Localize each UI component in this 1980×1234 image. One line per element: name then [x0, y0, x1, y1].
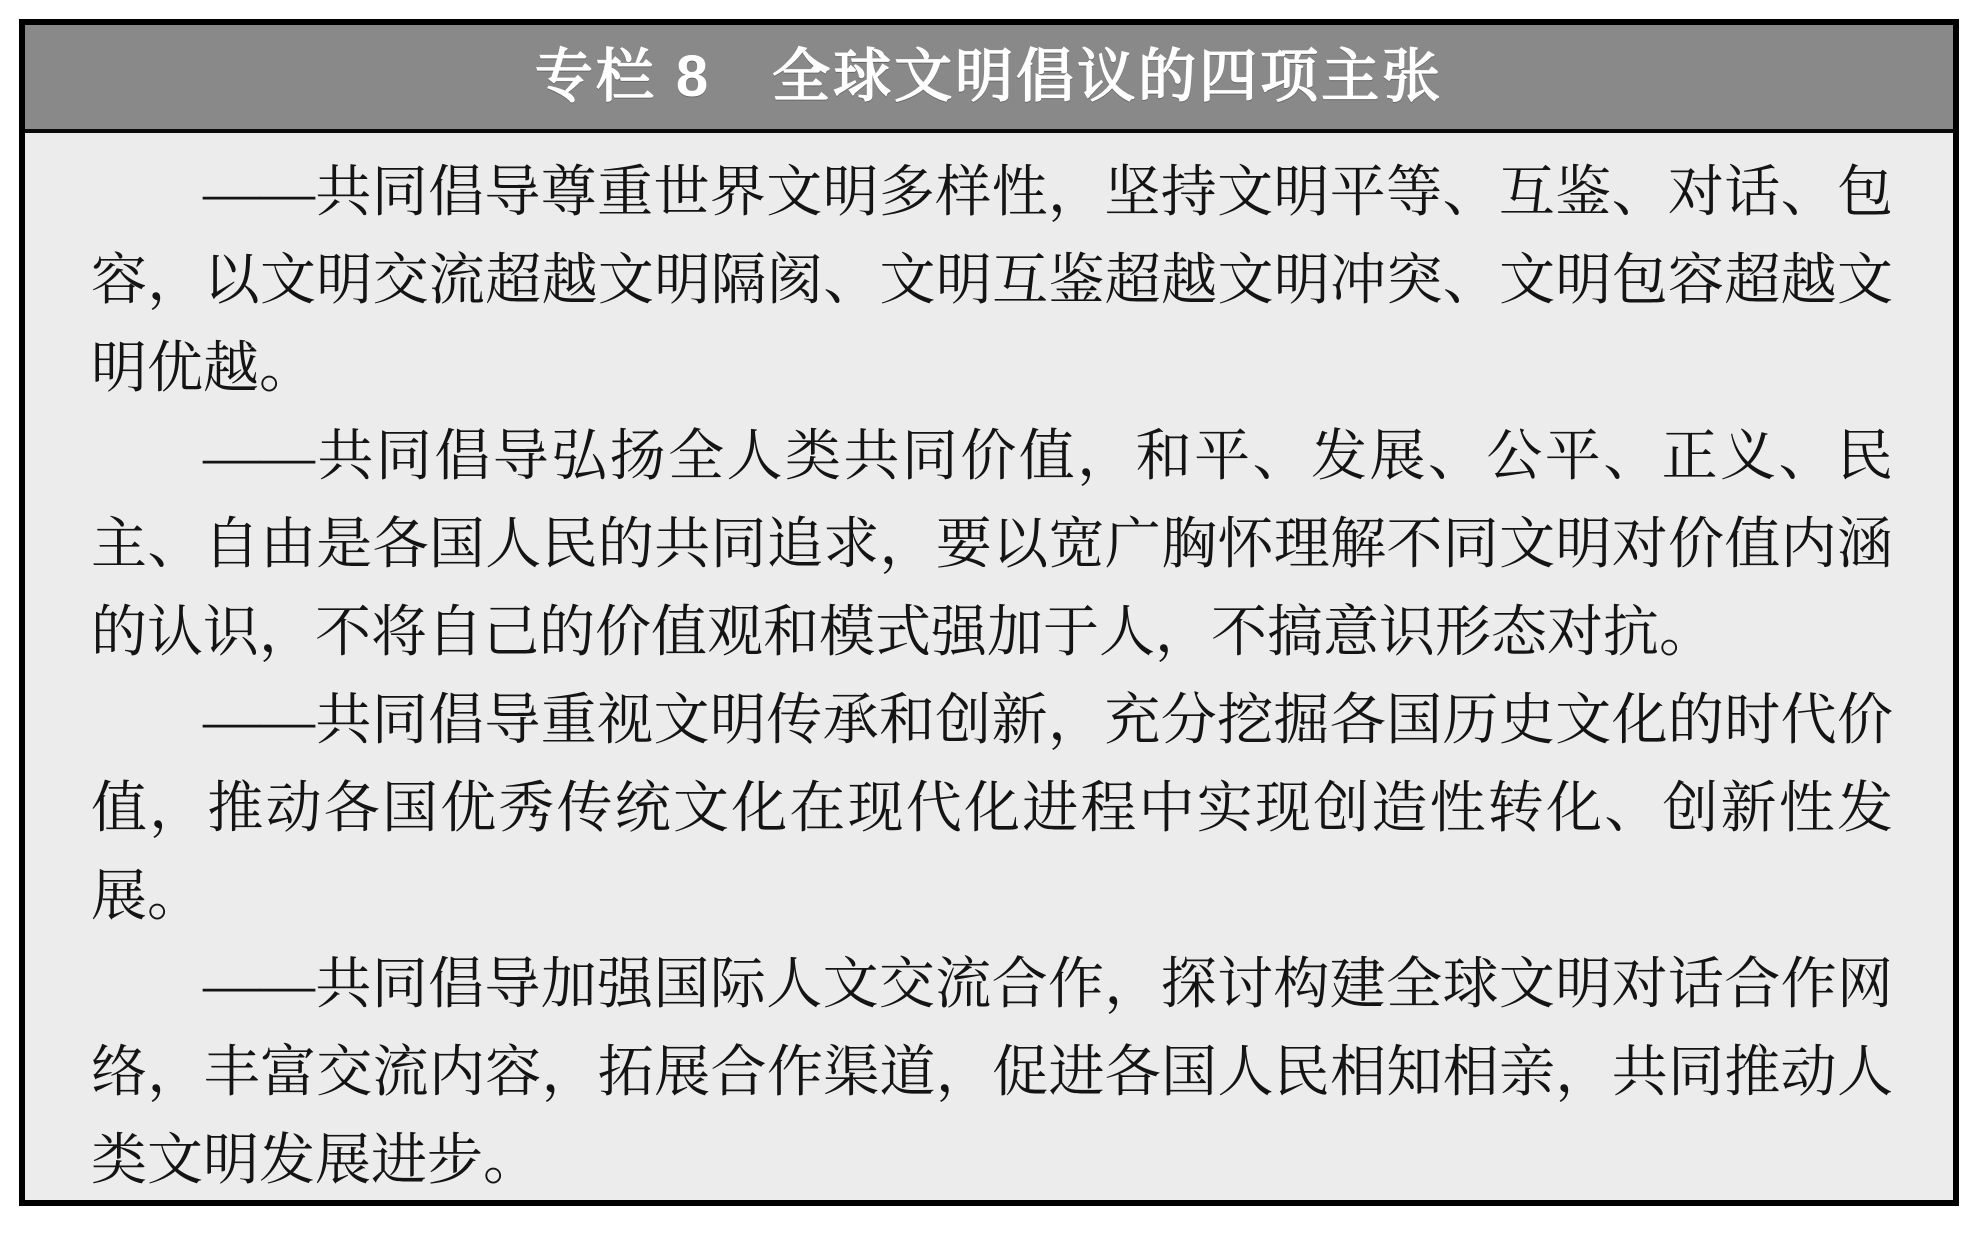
column-box-panel — [19, 19, 1959, 1206]
paragraph-common-values: ——共同倡导弘扬全人类共同价值，和平、发展、公平、正义、民主、自由是各国人民的共同追求，要以宽广胸怀理解不同文明对价值内涵的认识，不将自己的价值观和模式强加于人，不搞意识形态对抗。 — [91, 426, 1893, 664]
column-title: 专栏 8 全球文明倡议的四项主张 — [534, 44, 1444, 109]
paragraph-civilization-diversity: ——共同倡导尊重世界文明多样性，坚持文明平等、互鉴、对话、包容，以文明交流超越文明隔阂、文明互鉴超越文明冲突、文明包容超越文明优越。 — [91, 162, 1893, 400]
paragraph-people-exchange: ——共同倡导加强国际人文交流合作，探讨构建全球文明对话合作网络，丰富交流内容，拓展合作渠道，促进各国人民相知相亲，共同推动人类文明发展进步。 — [91, 954, 1893, 1192]
column-header-bar — [25, 25, 1953, 133]
column-body — [25, 133, 1953, 1200]
paragraph-heritage-innovation: ——共同倡导重视文明传承和创新，充分挖掘各国历史文化的时代价值，推动各国优秀传统文化在现代化进程中实现创造性转化、创新性发展。 — [91, 690, 1893, 928]
